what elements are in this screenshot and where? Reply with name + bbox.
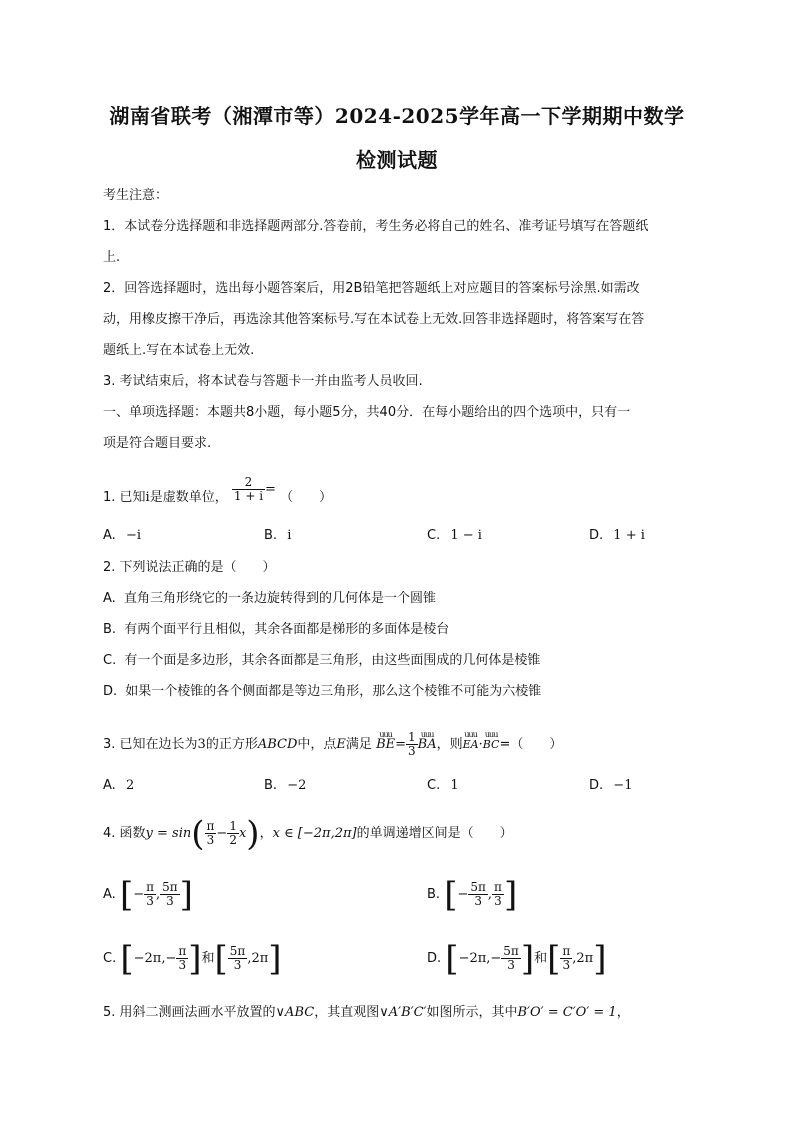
q4-frac1 (205, 820, 217, 847)
left-bracket: [ (119, 874, 134, 915)
notice-heading: 考生注意： (103, 188, 169, 203)
q4-d-frac2 (560, 945, 572, 972)
q4-a-f2-den: 3 (160, 894, 180, 908)
notice-item-3: 3. 考试结束后，将本试卷与答题卡一并由监考人员收回. (103, 374, 423, 389)
right-bracket: ] (593, 938, 607, 979)
q4-c-f1-den: 3 (176, 958, 188, 972)
vector-bc (482, 730, 500, 754)
q1-stem-b: 是虚数单位， (149, 490, 228, 505)
q5-triangle-abc: ∨ABC (275, 1005, 315, 1020)
q3-stem-f: =（ ） (499, 737, 563, 752)
section-heading-cont: 项是符合题目要求. (103, 436, 212, 451)
q3-fraction (406, 731, 418, 758)
notice-item-2-cont2: 题纸上.写在本试卷上无效. (103, 343, 255, 358)
q4-c-f1-num: π (178, 944, 187, 958)
vector-be-label: BE (376, 737, 396, 752)
q4-b-comma: , (487, 887, 493, 902)
q4-c-part-a: −2π,− (133, 951, 177, 966)
q4-c-part-b: ,2π (247, 951, 269, 966)
right-bracket: ] (520, 938, 535, 979)
q4-b-f1-den: 3 (468, 894, 488, 908)
q4-stem-a: 4. 函数 (103, 826, 146, 841)
q5-stem-b: ，其直观图 (314, 1005, 380, 1020)
q4-domain: x ∈ [−2π,2π] (272, 826, 357, 841)
page-title: 湖南省联考（湘潭市等）2024-2025学年高一下学期期中数学 (109, 104, 685, 128)
q4-option-a[interactable] (103, 875, 193, 915)
q1-option-a[interactable] (103, 527, 141, 545)
question-2-stem: 2. 下列说法正确的是（ ） (103, 560, 276, 575)
notice-item-1: 1．本试卷分选择题和非选择题两部分.答卷前，考生务必将自己的姓名、准考证号填写在答题纸 (103, 219, 649, 234)
q2-option-a-label: A. (103, 591, 116, 606)
q1-option-b-label: B. (264, 528, 278, 543)
q3-point: E (336, 737, 346, 752)
q4-a-comma: , (156, 887, 161, 902)
vector-bc-label: BC (482, 738, 500, 751)
q3-option-a-label: A. (103, 778, 116, 793)
q2-option-c-text: 有一个面是多边形，其余各面都是三角形，由这些面围成的几何体是棱锥 (124, 653, 541, 668)
q5-equation: B′O′ = C′O′ = 1 (517, 1005, 617, 1020)
question-4-stem (103, 815, 513, 853)
q3-option-b-label: B. (264, 778, 278, 793)
q4-frac1-den: 3 (205, 833, 217, 847)
q4-a-frac1 (144, 881, 156, 908)
section-heading: 一、单项选择题：本题共8小题，每小题5分，共40分．在每小题给出的四个选项中，只有一 (103, 405, 631, 420)
q4-d-f1-num: 5π (503, 944, 519, 958)
q2-option-d[interactable] (103, 683, 541, 701)
notice-item-1-cont: 上. (103, 250, 121, 265)
q2-option-c-label: C. (103, 653, 117, 668)
q3-option-d[interactable] (589, 777, 632, 795)
q4-minus: − (216, 826, 228, 841)
q4-d-frac1 (501, 945, 521, 972)
q2-option-b-text: 有两个面平行且相似，其余各面都是梯形的多面体是棱台 (124, 622, 450, 637)
q3-option-b[interactable] (264, 777, 306, 795)
q3-option-b-text: −2 (287, 778, 307, 793)
vector-arrow-mark: uuu (484, 730, 498, 739)
q1-frac-num: 2 (244, 475, 253, 489)
left-bracket: [ (120, 938, 134, 979)
q4-option-a-label: A. (103, 887, 116, 902)
q1-option-c-text: 1 − i (450, 528, 482, 543)
q1-eq: = (265, 482, 276, 497)
q4-a-f1-num: π (146, 880, 154, 894)
q5-stem-c: 如图所示，其中 (426, 1005, 518, 1020)
q4-c-frac2 (228, 945, 248, 972)
q4-comma: ， (259, 826, 273, 841)
q4-frac2 (227, 820, 239, 847)
question-3-stem (103, 731, 562, 758)
q3-stem-a: 3. 已知在边长为 (103, 737, 198, 752)
q4-frac1-num: π (206, 819, 215, 833)
q1-fraction (232, 476, 265, 503)
q4-c-and: 和 (201, 951, 215, 966)
notice-item-2: 2．回答选择题时，选出每小题答案后，用2B铅笔把答题纸上对应题目的答案标号涂黑.如需改 (103, 281, 640, 296)
vector-ba-label: BA (417, 737, 437, 752)
q3-option-c-text: 1 (450, 778, 459, 793)
q1-stem-a: 1. 已知 (103, 490, 146, 505)
q1-frac-den: 1 + i (233, 489, 264, 503)
q2-option-a-text: 直角三角形绕它的一条边旋转得到的几何体是一个圆锥 (123, 591, 436, 606)
vector-ea (462, 730, 479, 754)
q3-option-a[interactable] (103, 777, 134, 795)
right-bracket: ] (268, 938, 282, 979)
vector-arrow-mark: uuu (420, 730, 434, 739)
q4-frac2-den: 2 (229, 833, 237, 847)
q1-option-b[interactable] (264, 527, 291, 545)
q4-var: x (238, 826, 247, 841)
q4-b-f2-den: 3 (492, 894, 504, 908)
q1-paren: （ ） (280, 490, 333, 505)
q4-func: y = sin (145, 826, 192, 841)
q3-stem-e: ，则 (436, 737, 463, 752)
q4-a-f2-num: 5π (162, 880, 178, 894)
q4-option-d[interactable] (427, 939, 606, 979)
q4-d-f1-den: 3 (501, 958, 521, 972)
q3-frac-den: 3 (408, 744, 416, 758)
right-paren: ) (246, 813, 260, 854)
q4-d-and: 和 (534, 951, 548, 966)
q3-stem-c: 中，点 (297, 737, 337, 752)
q4-d-f2-den: 3 (560, 958, 572, 972)
q5-triangle-prime: ∨A′B′C′ (379, 1005, 427, 1020)
q2-option-b[interactable] (103, 621, 449, 639)
q3-square: ABCD (257, 737, 298, 752)
right-bracket: ] (503, 874, 518, 915)
q1-option-c-label: C. (427, 528, 441, 543)
notice-item-2-cont: 动，用橡皮擦干净后，再选涂其他答案标号.写在本试卷上无效.回答非选择题时，将答案写在答 (103, 312, 645, 327)
q3-stem-b: 的正方形 (205, 737, 258, 752)
q4-a-frac2 (160, 881, 180, 908)
q2-option-d-label: D. (103, 684, 118, 699)
q1-option-c[interactable] (427, 527, 482, 545)
q2-option-b-label: B. (103, 622, 117, 637)
q3-option-d-text: −1 (613, 778, 633, 793)
q4-option-d-label: D. (427, 951, 442, 966)
q3-eq: = (395, 737, 407, 752)
left-paren: ( (191, 813, 205, 854)
q4-c-f2-den: 3 (228, 958, 248, 972)
q3-option-a-text: 2 (125, 778, 135, 793)
q5-stem-a: 5. 用斜二测画法画水平放置的 (103, 1005, 276, 1020)
q3-option-d-label: D. (589, 778, 604, 793)
q1-option-b-text: i (287, 528, 292, 543)
q4-a-minus: − (133, 887, 145, 902)
left-bracket: [ (444, 874, 458, 915)
vector-be (376, 730, 396, 754)
q3-side: 3 (197, 737, 206, 752)
q3-option-c-label: C. (427, 778, 441, 793)
q4-stem-b: 的单调递增区间是（ ） (356, 826, 513, 841)
q4-d-f2-num: π (562, 944, 571, 958)
q4-b-minus: − (457, 887, 469, 902)
q4-d-part-b: ,2π (572, 951, 594, 966)
question-1-stem (103, 475, 333, 511)
left-bracket: [ (445, 938, 459, 979)
q4-option-c[interactable] (103, 939, 282, 979)
q4-option-c-label: C. (103, 951, 117, 966)
q4-b-f1-num: 5π (470, 880, 486, 894)
q4-b-frac1 (468, 881, 488, 908)
q1-option-d-label: D. (589, 528, 604, 543)
q4-c-frac1 (176, 945, 188, 972)
q4-option-b-label: B. (427, 887, 441, 902)
q1-option-a-text: −i (125, 528, 141, 543)
vector-ba (417, 730, 437, 754)
right-bracket: ] (188, 938, 202, 979)
q3-stem-d: 满足 (345, 737, 372, 752)
q2-option-d-text: 如果一个棱锥的各个侧面都是等边三角形，那么这个棱锥不可能为六棱锥 (125, 684, 542, 699)
imaginary-unit: i (145, 490, 150, 505)
q3-dot: · (478, 737, 483, 752)
q1-option-d-text: 1 + i (613, 528, 645, 543)
q4-frac2-num: 1 (229, 819, 237, 833)
vector-ea-label: EA (462, 738, 479, 751)
q1-option-d[interactable] (589, 527, 645, 545)
right-bracket: ] (179, 874, 193, 915)
vector-arrow-mark: uuu (464, 730, 477, 739)
q3-option-c[interactable] (427, 777, 459, 795)
q2-option-c[interactable] (103, 652, 540, 670)
vector-arrow-mark: uuu (379, 730, 392, 739)
q4-a-f1-den: 3 (144, 894, 156, 908)
q4-option-b[interactable] (427, 875, 517, 915)
q3-frac-num: 1 (408, 730, 416, 744)
page-subtitle: 检测试题 (356, 148, 438, 172)
q4-b-frac2 (492, 881, 504, 908)
q4-d-part-a: −2π,− (458, 951, 502, 966)
left-bracket: [ (214, 938, 228, 979)
q1-option-a-label: A. (103, 528, 116, 543)
q4-c-f2-num: 5π (229, 944, 246, 958)
q4-b-f2-num: π (494, 880, 502, 894)
q5-stem-d: ， (616, 1005, 630, 1020)
q2-option-a[interactable] (103, 590, 436, 608)
question-5-stem (103, 1004, 630, 1022)
left-bracket: [ (547, 938, 561, 979)
